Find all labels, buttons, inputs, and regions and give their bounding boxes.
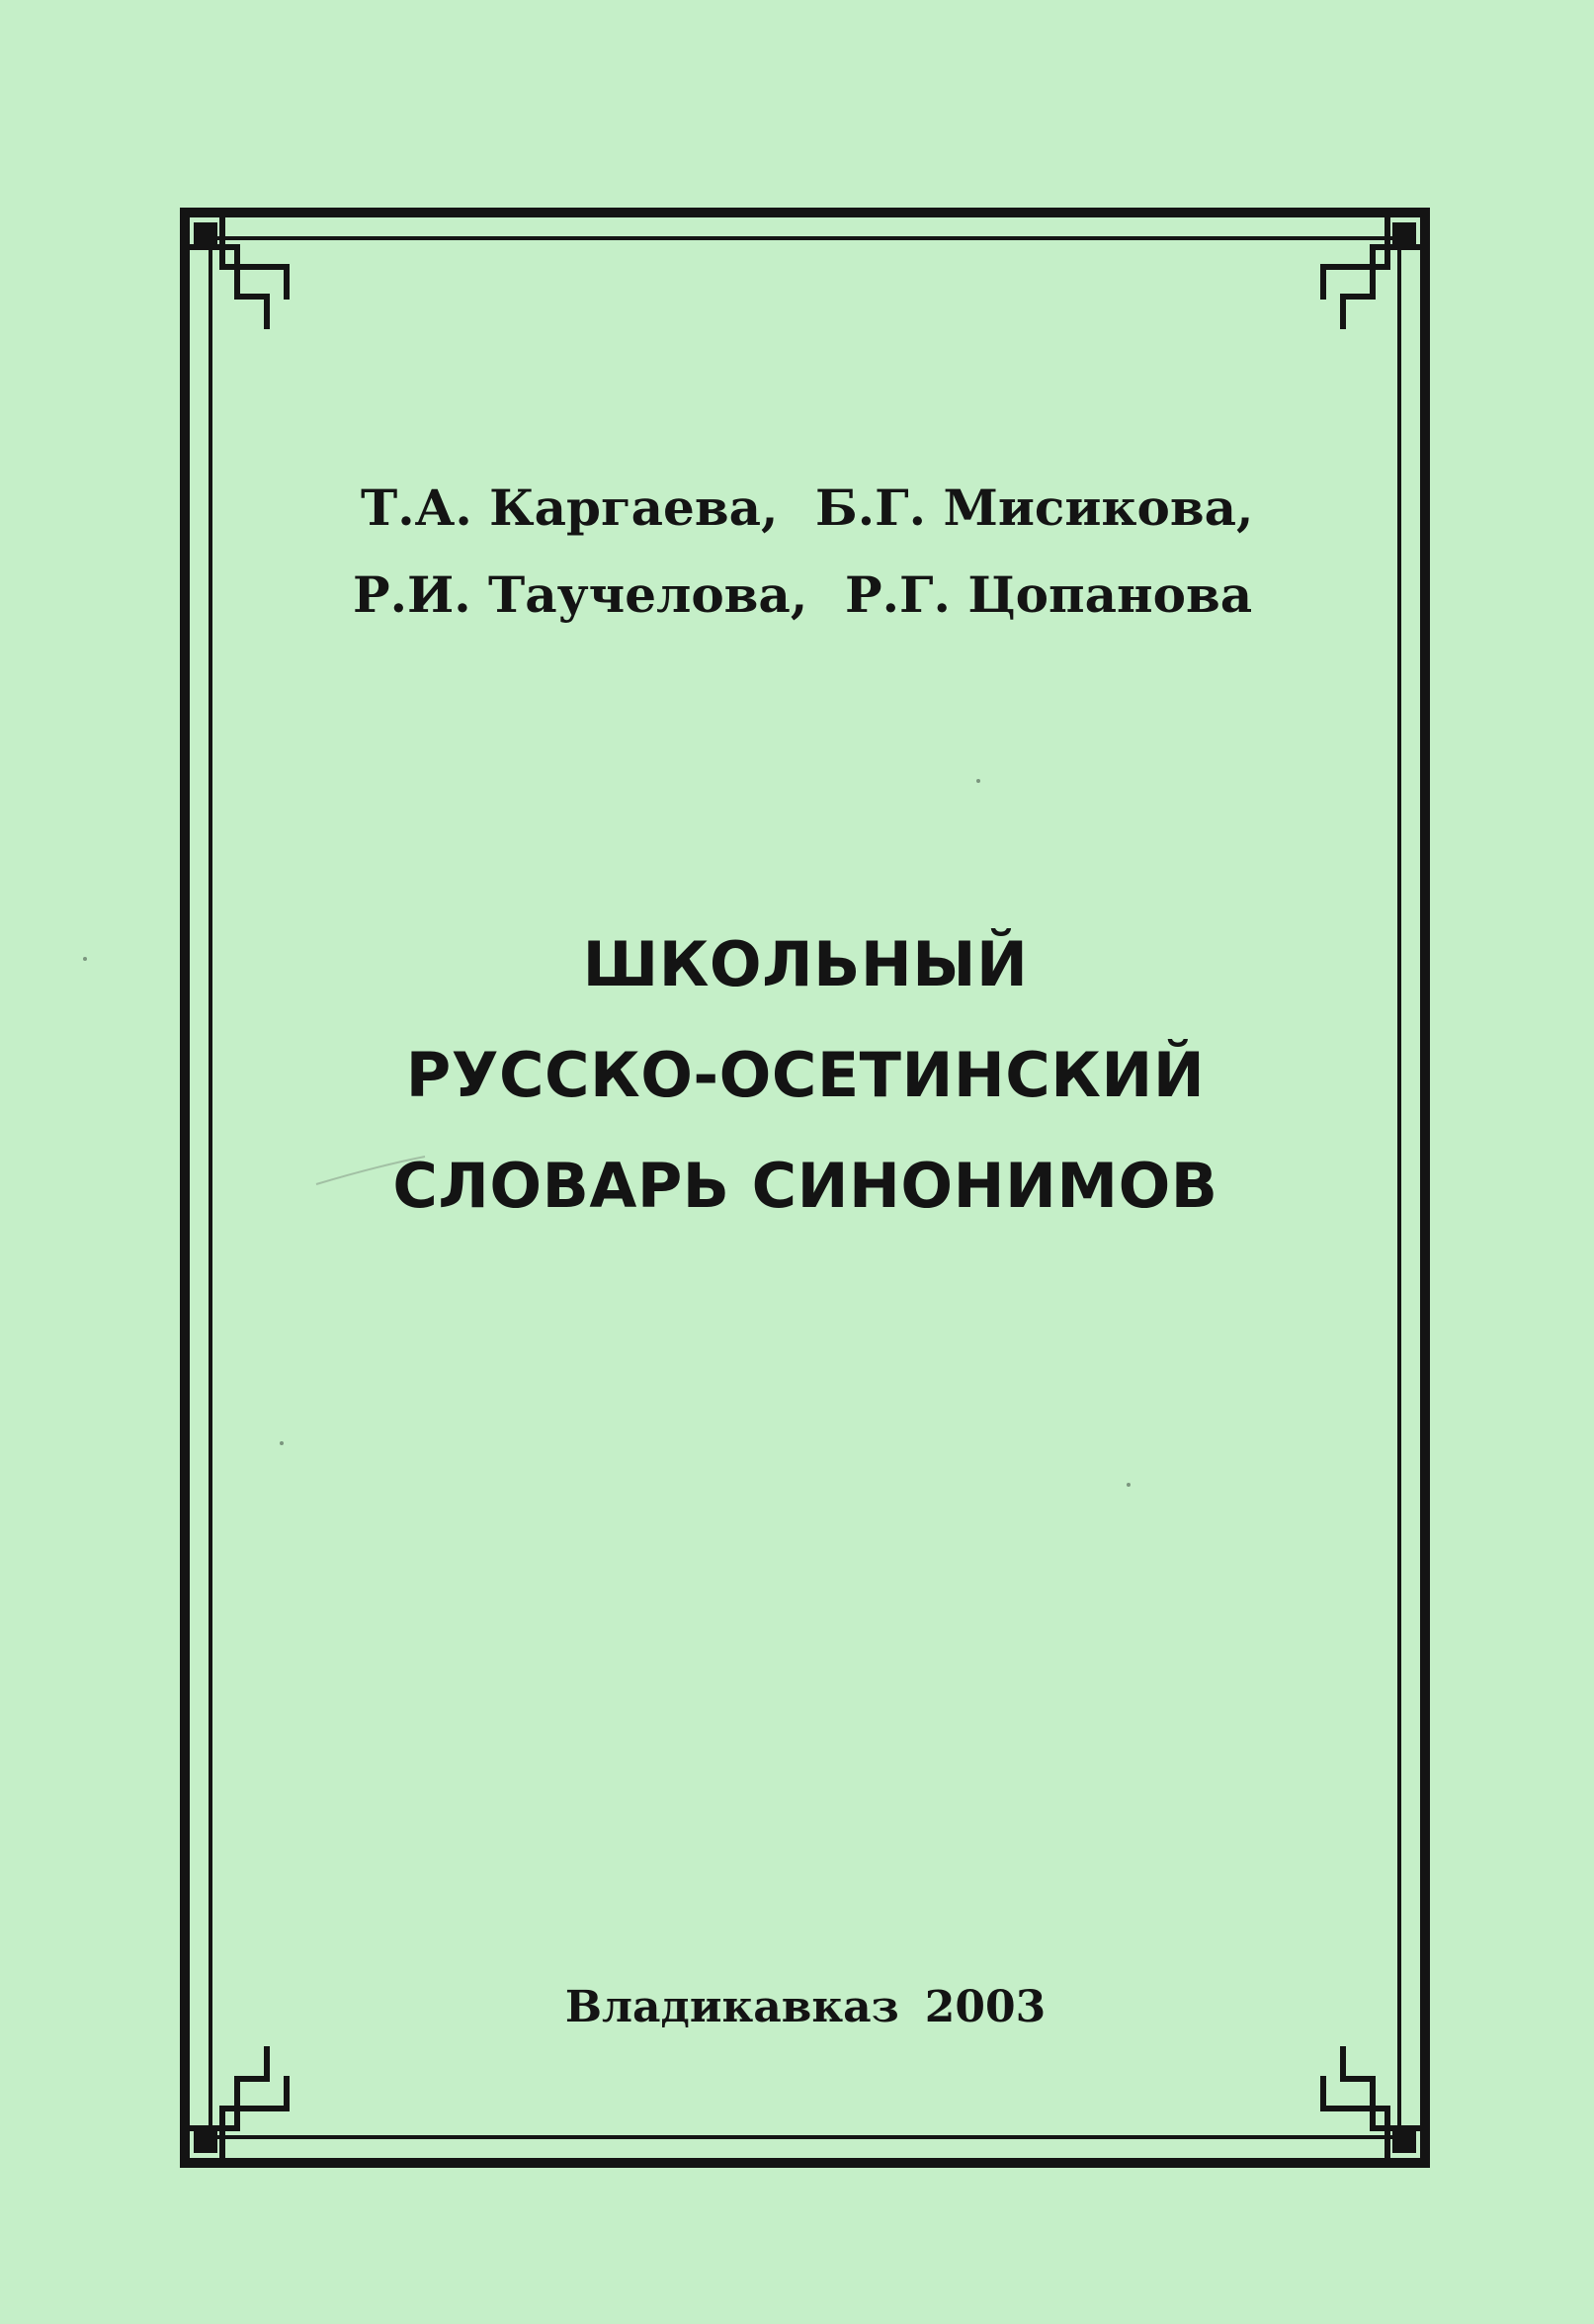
author-name: Р.И. Таучелова, xyxy=(353,565,808,624)
author-name: Р.Г. Цопанова xyxy=(845,565,1253,624)
corner-ornament-bottom-left xyxy=(188,2049,287,2160)
book-title xyxy=(296,909,1314,1242)
imprint xyxy=(296,1982,1314,2032)
title-line: СЛОВАРЬ СИНОНИМОВ xyxy=(392,1150,1218,1222)
publication-year: 2003 xyxy=(924,1982,1047,2032)
author-name: Т.А. Каргаева, xyxy=(361,478,779,537)
author-name: Б.Г. Мисикова, xyxy=(815,478,1254,537)
corner-ornament-top-right xyxy=(1323,215,1422,326)
title-line: РУССКО-ОСЕТИНСКИЙ xyxy=(405,1039,1206,1111)
publication-city: Владикавказ xyxy=(564,1982,899,2032)
title-line: ШКОЛЬНЫЙ xyxy=(582,928,1029,1000)
corner-ornament-bottom-right xyxy=(1323,2049,1422,2160)
corner-ornament-top-left xyxy=(188,215,287,326)
